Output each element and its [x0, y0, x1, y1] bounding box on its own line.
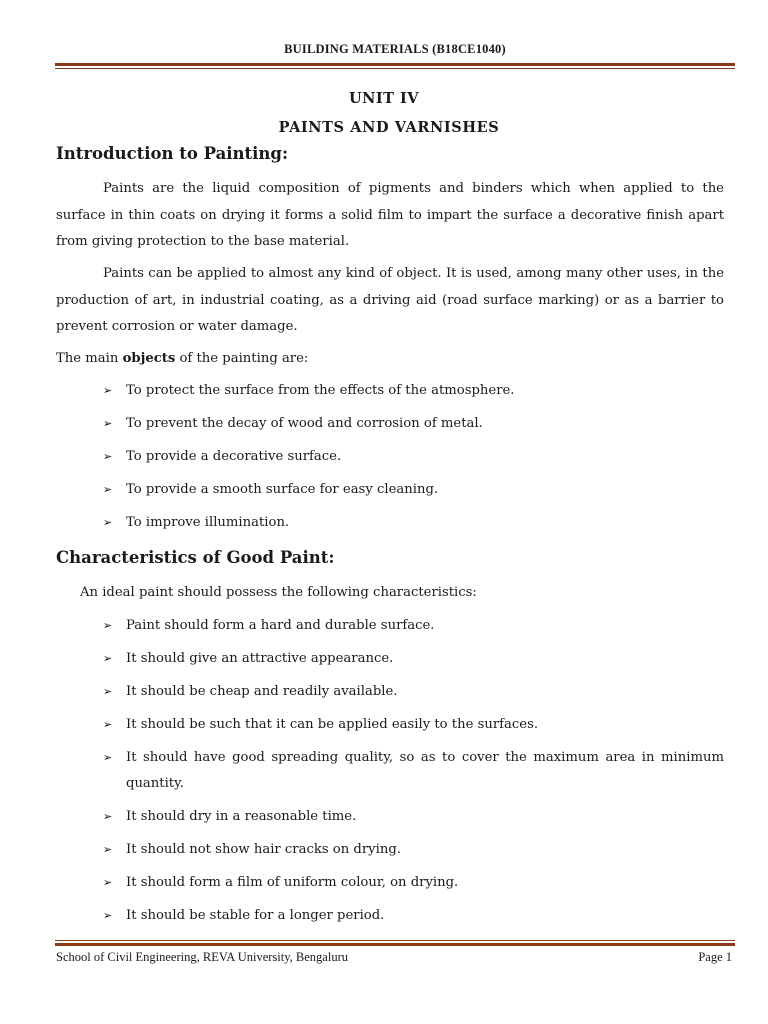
- list-item-text: It should dry in a reasonable time.: [126, 809, 357, 824]
- list-item: [103, 745, 724, 797]
- list-item: [103, 411, 724, 437]
- list-item: [103, 510, 724, 536]
- list-item: [103, 378, 724, 404]
- list-item-text: It should give an attractive appearance.: [126, 651, 394, 666]
- list-item-text: It should have good spreading quality, so as to cover the maximum area in minimum quantity.: [126, 750, 724, 791]
- running-header: BUILDING MATERIALS (B18CE1040): [284, 42, 506, 56]
- unit-title: PAINTS AND VARNISHES: [278, 119, 500, 136]
- objects-intro: [56, 351, 308, 366]
- objects-intro-text-1: The main: [56, 351, 123, 366]
- arrow-bullet-icon: ➢: [103, 876, 113, 889]
- header-rule-thin: [55, 68, 735, 69]
- characteristics-intro: An ideal paint should possess the following characteristics:: [80, 585, 477, 600]
- arrow-bullet-icon: ➢: [103, 718, 113, 731]
- arrow-bullet-icon: ➢: [103, 384, 113, 397]
- list-item-text: To provide a smooth surface for easy cleaning.: [126, 482, 439, 497]
- page-number: Page 1: [698, 950, 732, 964]
- arrow-bullet-icon: ➢: [103, 516, 113, 529]
- arrow-bullet-icon: ➢: [103, 843, 113, 856]
- list-item: [103, 804, 724, 830]
- list-item-text: To improve illumination.: [126, 515, 290, 530]
- list-item: [103, 870, 724, 896]
- unit-number: UNIT IV: [348, 90, 420, 107]
- footer-institution: School of Civil Engineering, REVA University, Bengaluru: [56, 950, 348, 964]
- list-item: [103, 712, 724, 738]
- list-item-text: To protect the surface from the effects of the atmosphere.: [126, 383, 515, 398]
- section-heading-characteristics: Characteristics of Good Paint:: [56, 548, 335, 567]
- arrow-bullet-icon: ➢: [103, 417, 113, 430]
- footer-rule-thin: [55, 940, 735, 941]
- list-item: [103, 444, 724, 470]
- arrow-bullet-icon: ➢: [103, 909, 113, 922]
- paragraph-definition: Paints are the liquid composition of pigments and binders which when applied to the surface in thin coats on drying it forms a solid film to impart the surface a decorative finish apart from giving protection to the base material.: [56, 181, 724, 249]
- list-item-text: It should be stable for a longer period.: [126, 908, 385, 923]
- list-item: [103, 679, 724, 705]
- list-item-text: It should be such that it can be applied easily to the surfaces.: [126, 717, 539, 732]
- list-item: [103, 613, 724, 639]
- header-rule-thick: [55, 63, 735, 66]
- section-heading-introduction: Introduction to Painting:: [56, 144, 289, 163]
- arrow-bullet-icon: ➢: [103, 652, 113, 665]
- list-item: [103, 903, 724, 929]
- list-item-text: It should form a film of uniform colour, on drying.: [126, 875, 459, 890]
- objects-intro-bold: objects: [122, 351, 176, 366]
- list-item-text: It should be cheap and readily available.: [126, 684, 398, 699]
- arrow-bullet-icon: ➢: [103, 685, 113, 698]
- list-item-text: Paint should form a hard and durable surface.: [126, 618, 435, 633]
- list-item: [103, 837, 724, 863]
- list-item-text: To provide a decorative surface.: [126, 449, 342, 464]
- list-item: [103, 646, 724, 672]
- arrow-bullet-icon: ➢: [103, 483, 113, 496]
- objects-intro-text-2: of the painting are:: [175, 351, 309, 366]
- arrow-bullet-icon: ➢: [103, 450, 113, 463]
- paragraph-applications: Paints can be applied to almost any kind of object. It is used, among many other uses, in the production of art, in industrial coating, as a driving aid (road surface marking) or as a barrier to prevent corrosion or water damage.: [56, 266, 724, 334]
- list-item-text: To prevent the decay of wood and corrosion of metal.: [126, 416, 483, 431]
- arrow-bullet-icon: ➢: [103, 751, 113, 764]
- list-item: [103, 477, 724, 503]
- list-item-text: It should not show hair cracks on drying.: [126, 842, 401, 857]
- arrow-bullet-icon: ➢: [103, 810, 113, 823]
- footer-rule-thick: [55, 943, 735, 946]
- arrow-bullet-icon: ➢: [103, 619, 113, 632]
